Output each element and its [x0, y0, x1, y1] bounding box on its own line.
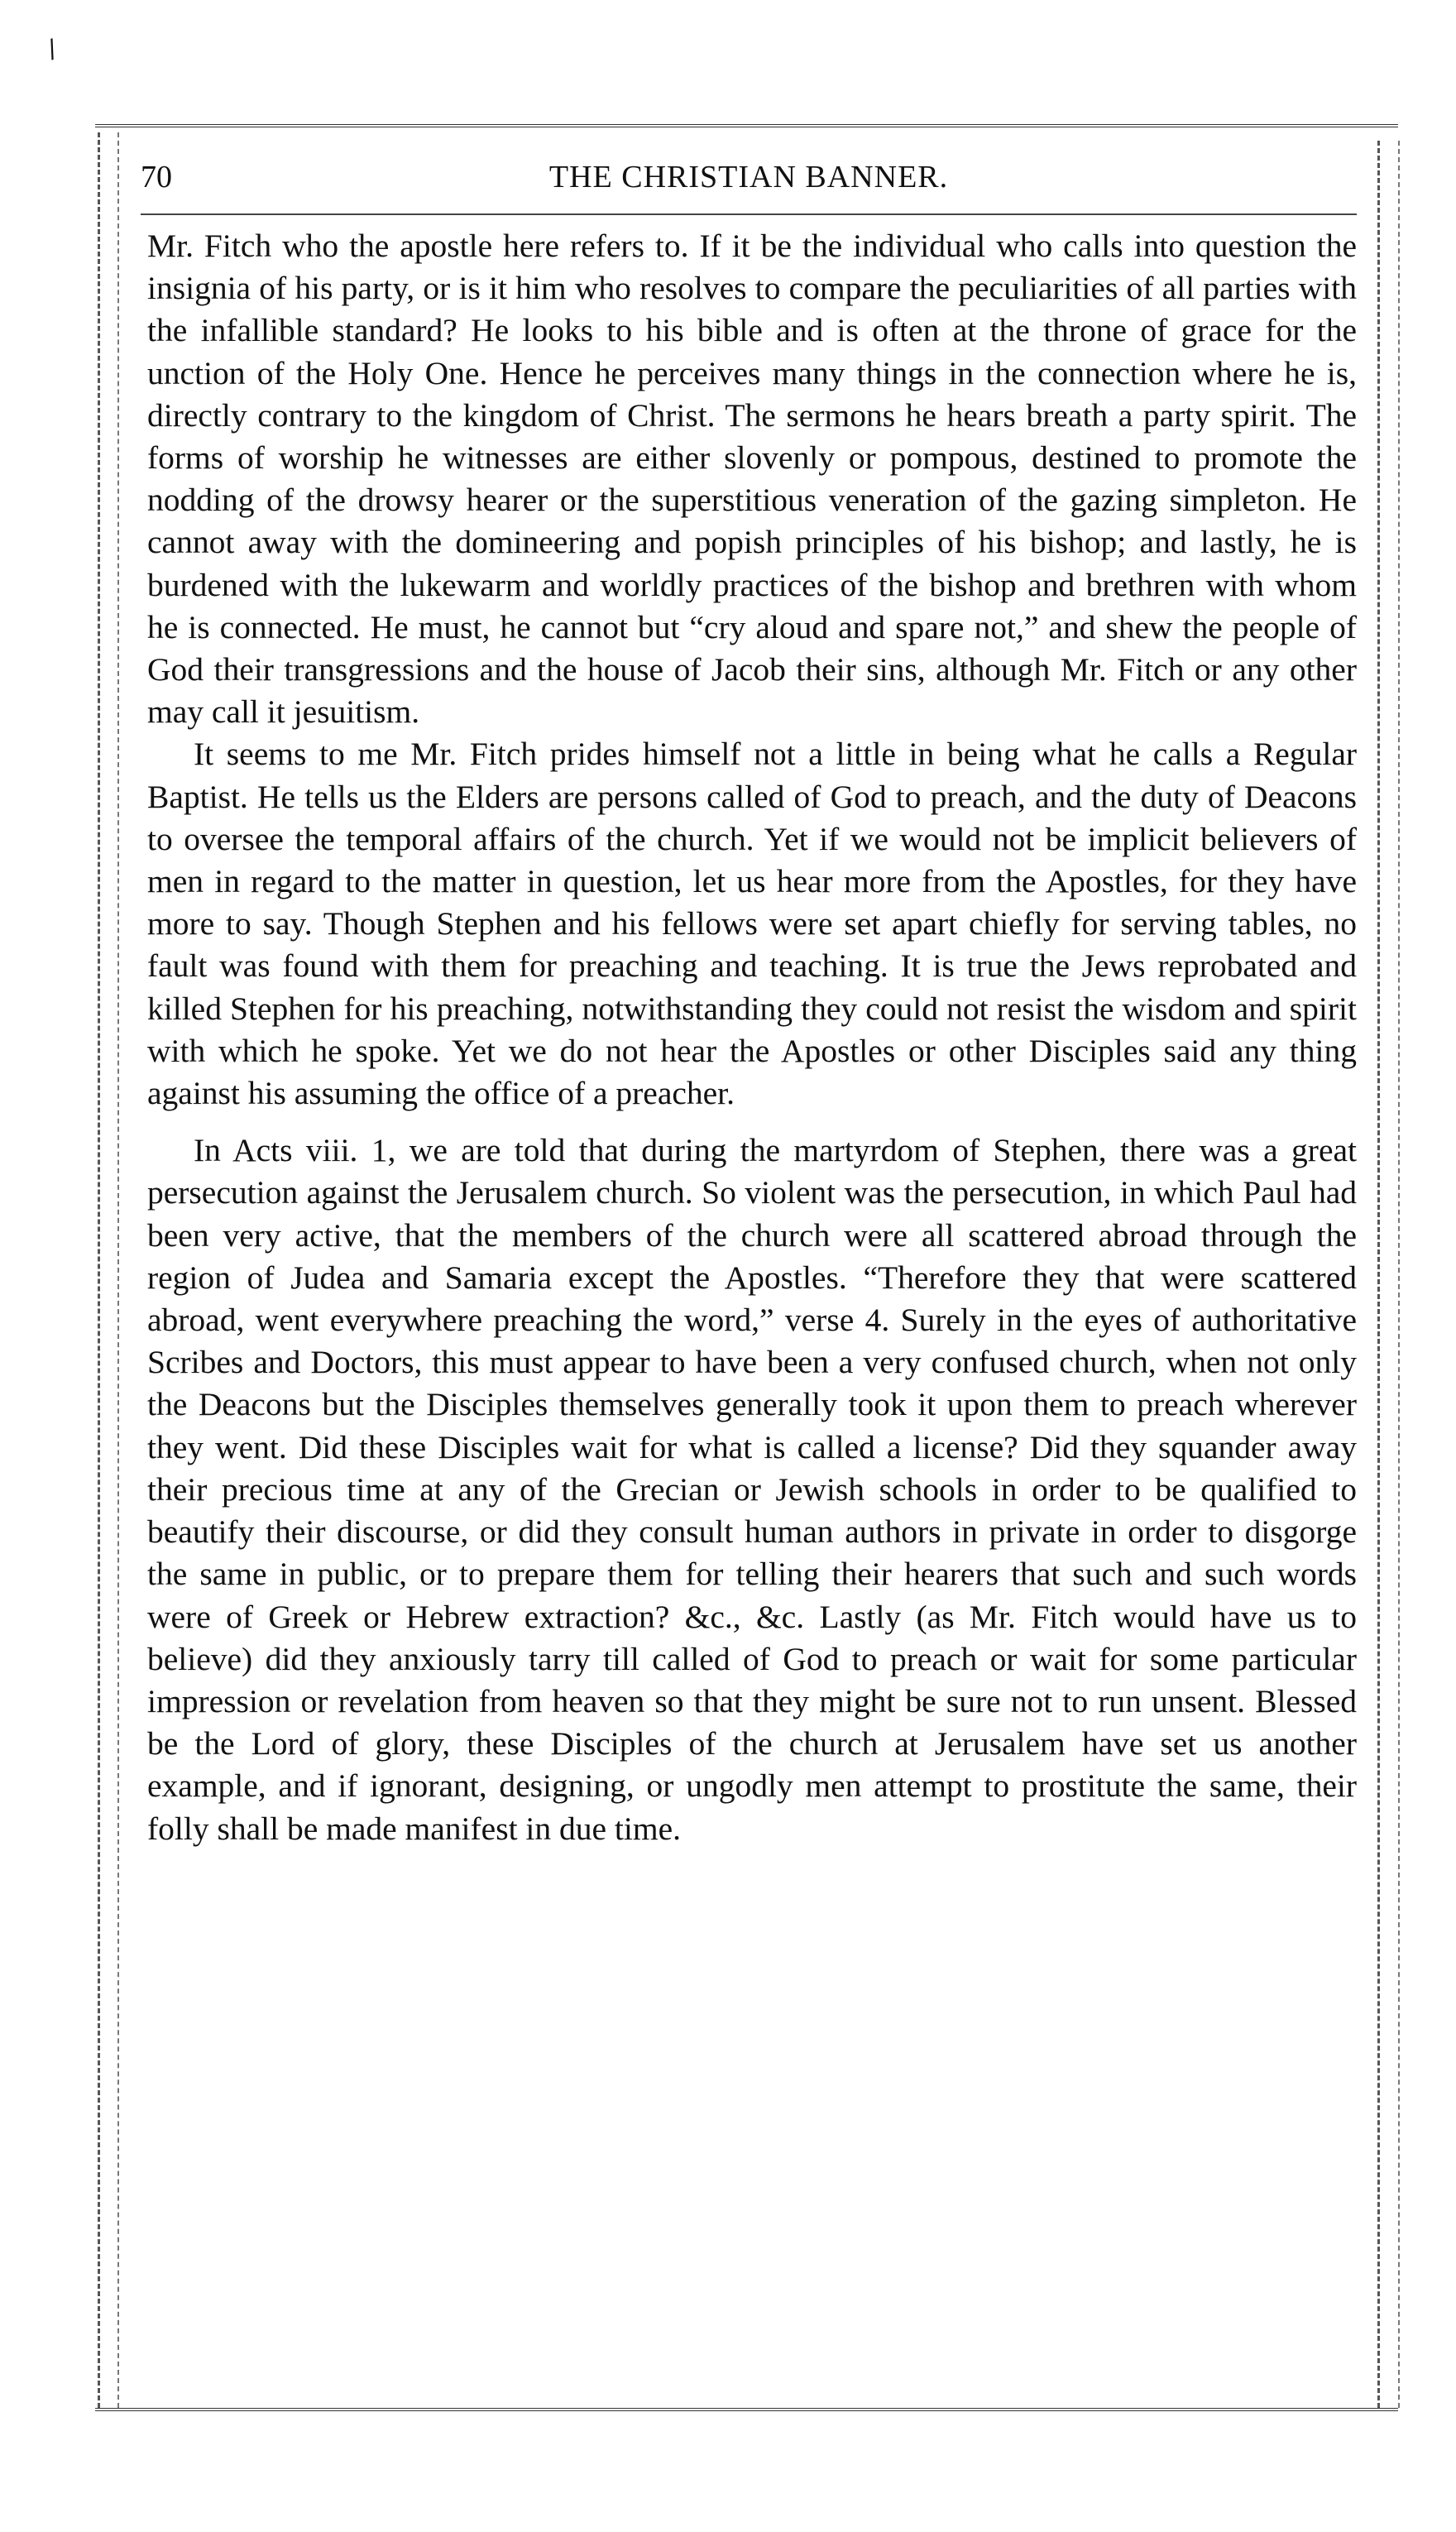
article-body — [147, 225, 1357, 1850]
left-border-rule — [98, 132, 100, 2408]
bottom-double-rule — [95, 2408, 1398, 2411]
left-border-rule-inner — [117, 132, 119, 2408]
page-number: 70 — [141, 160, 172, 194]
paragraph-1: Mr. Fitch who the apostle here refers to. If it be the individual who calls into question the insignia of his party, or is it him who resolves to compare the peculiarities of all parties with the infallible standard? He looks to his bible and is often at the throne of grace for the unction of the Holy One. Hence he perceives many things in the connection where he is, directly contrary to the kingdom of Christ. The sermons he hears breath a party spirit. The forms of worship he witnesses are either slovenly or pompous, destined to promote the nodding of the drowsy hearer or the superstitious veneration of the gazing simpleton. He cannot away with the domineering and popish principles of his bishop; and lastly, he is burdened with the lukewarm and worldly practices of the bishop and brethren with whom he is connected. He must, he cannot but “cry aloud and spare not,” and shew the people of God their transgressions and the house of Jacob their sins, although Mr. Fitch or any other may call it jesuitism. — [147, 228, 1357, 731]
top-double-rule — [95, 124, 1398, 127]
right-border-rule-outer — [1398, 141, 1400, 2408]
page-header — [141, 159, 1357, 209]
running-title: THE CHRISTIAN BANNER. — [548, 160, 949, 194]
paragraph-3: In Acts viii. 1, we are told that during the martyrdom of Stephen, there was a great persecution against the Jerusalem church. So violent was the persecution, in which Paul had been very active, that the members of the church were all scattered abroad through the region of Judea and Samaria except the Apostles. “Therefore they that were scattered abroad, went everywhere preaching the word,” verse 4. Surely in the eyes of authoritative Scribes and Doctors, this must appear to have been a very confused church, when not only the Deacons but the Disciples themselves generally took it upon them to preach wherever they went. Did these Disciples wait for what is called a license? Did they squander away their precious time at any of the Grecian or Jewish schools in order to be qualified to beautify their discourse, or did they consult human authors in private in order to disgorge the same in public, or to prepare them for telling their hearers that such and such words were of Greek or Hebrew extraction? &c., &c. Lastly (as Mr. Fitch would have us to believe) did they anxiously tarry till called of God to preach or wait for some particular impression or revelation from heaven so that they might be sure not to run unsent. Blessed be the Lord of glory, these Disciples of the church at Jerusalem have set us another example, and if ignorant, designing, or ungodly men attempt to prostitute the same, their folly shall be made manifest in due time. — [147, 1132, 1357, 1847]
paragraph-2: It seems to me Mr. Fitch prides himself not a little in being what he calls a Regular Baptist. He tells us the Elders are persons called of God to preach, and the duty of Deacons to oversee the temporal affairs of the church. Yet if we would not be implicit believers of men in regard to the matter in question, let us hear more from the Apostles, for they have more to say. Though Stephen and his fellows were set apart chiefly for serving tables, no fault was found with them for preaching and teaching. It is true the Jews reprobated and killed Stephen for his preaching, notwithstanding they could not resist the wisdom and spirit with which he spoke. Yet we do not hear the Apostles or other Disciples said any thing against his assuming the office of a preacher. — [147, 736, 1357, 1112]
right-border-rule — [1377, 141, 1380, 2408]
header-rule — [141, 213, 1357, 215]
corner-mark: / — [43, 34, 61, 65]
